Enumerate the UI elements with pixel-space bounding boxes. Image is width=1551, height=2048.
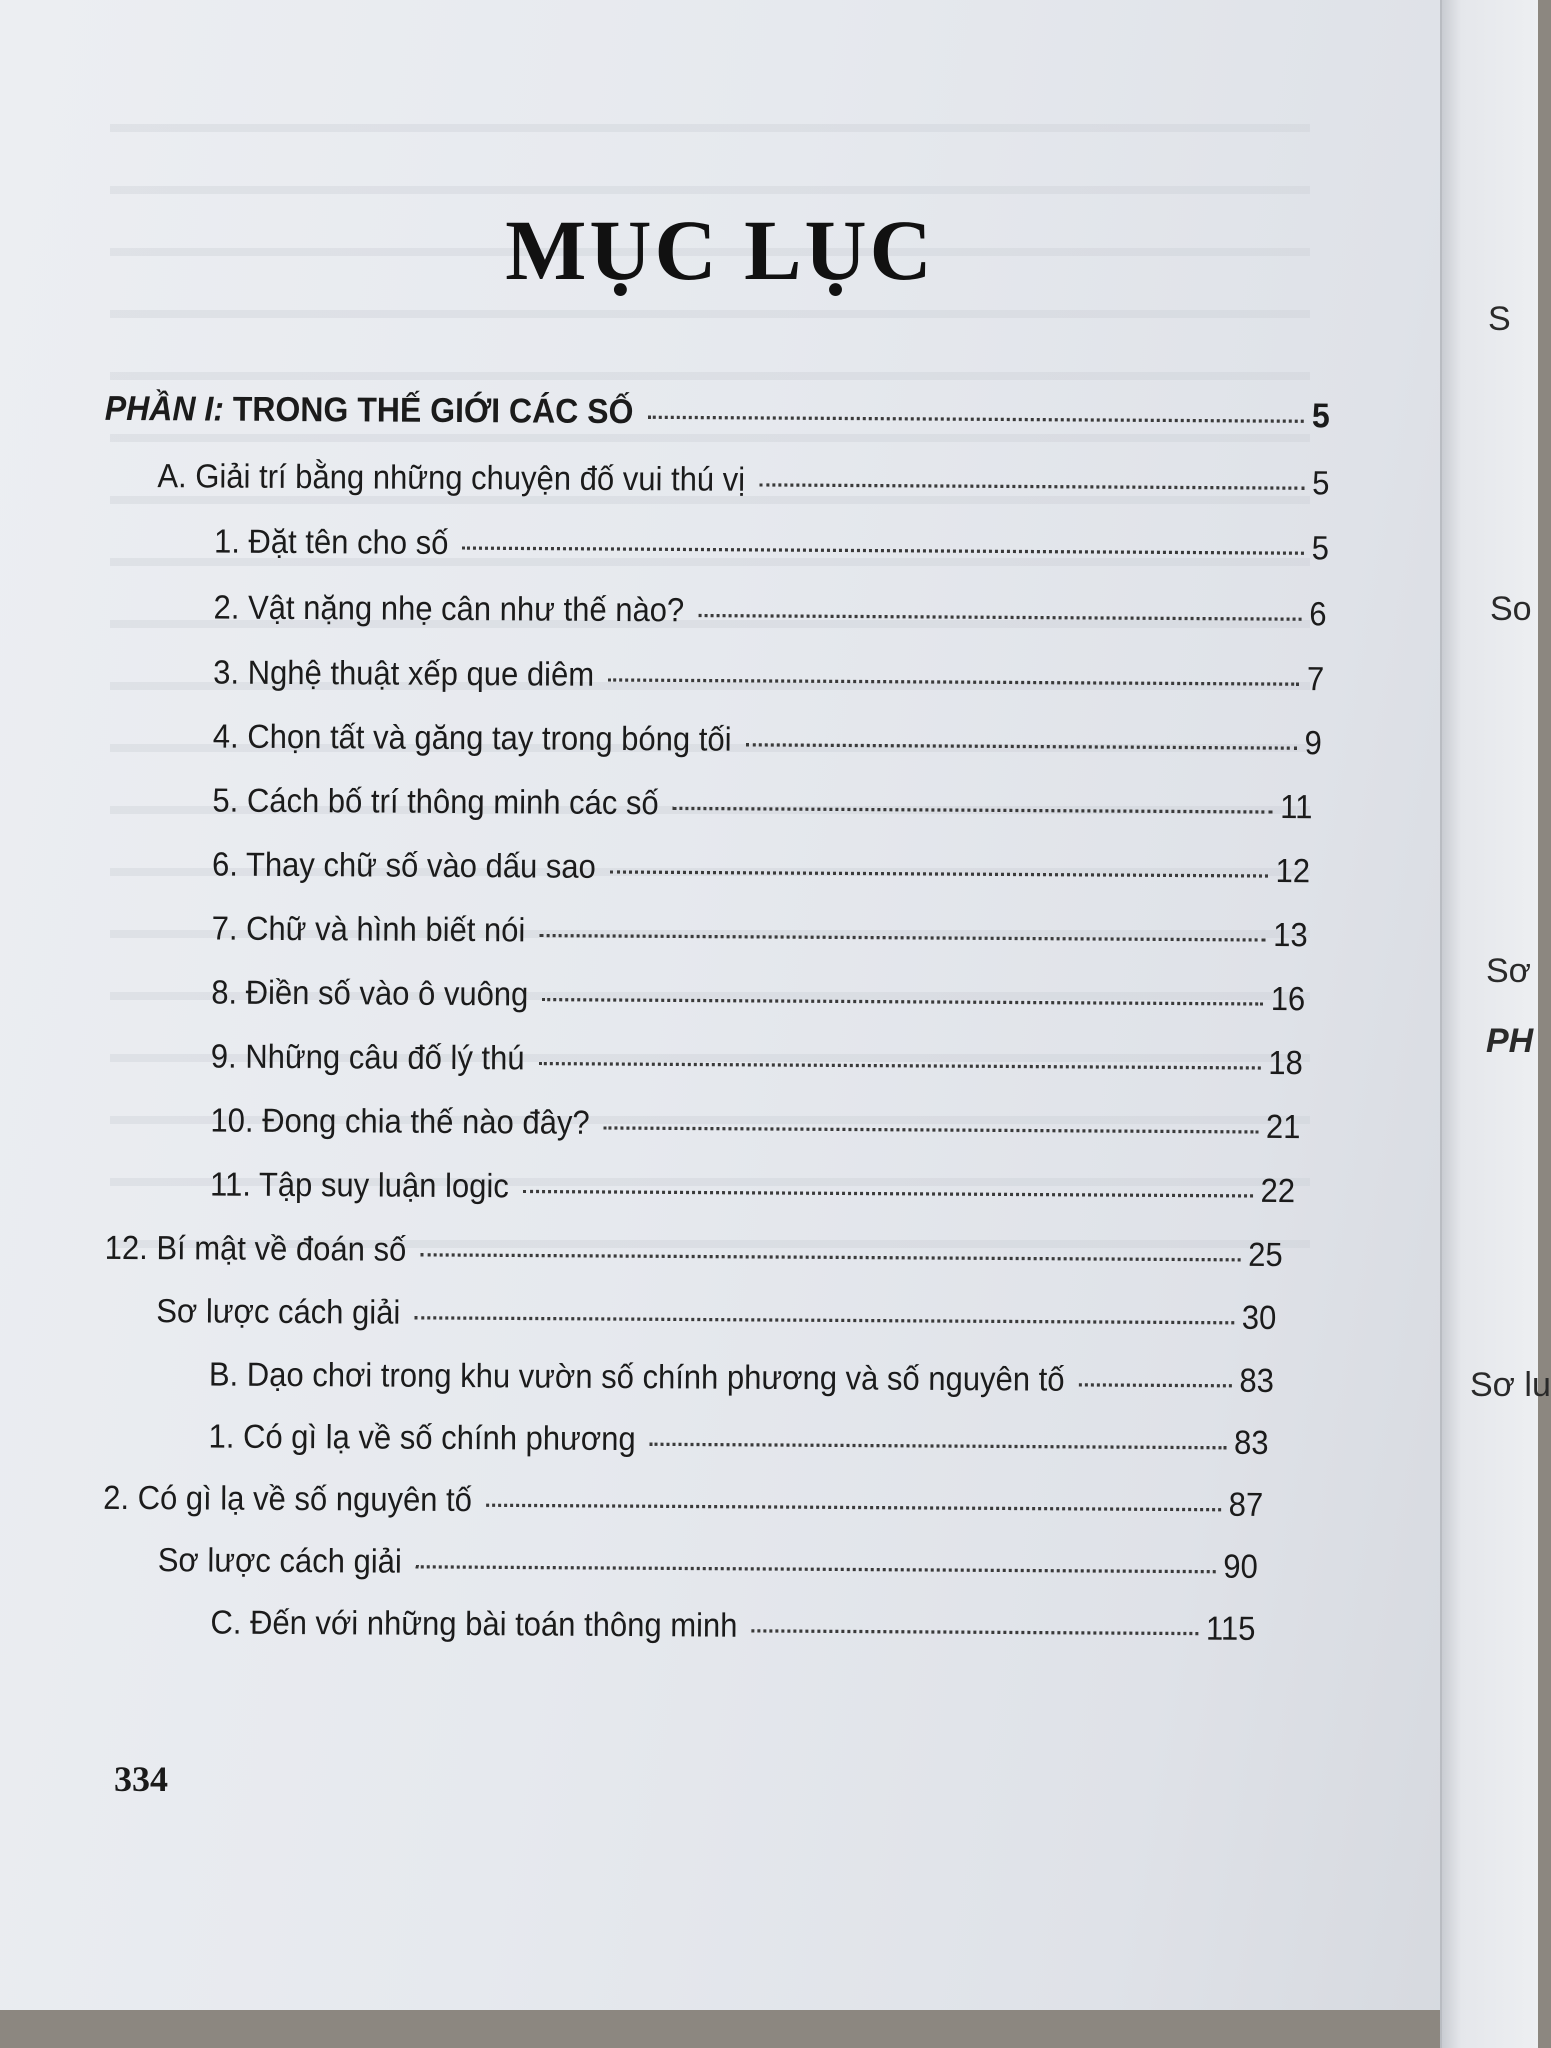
toc-row bbox=[213, 588, 1326, 634]
toc-page: 5 bbox=[1312, 463, 1330, 502]
toc-page: 16 bbox=[1270, 979, 1306, 1018]
toc-label: 7. Chữ và hình biết nói bbox=[211, 909, 526, 949]
dot-leader bbox=[751, 1628, 1198, 1635]
toc-label: 10. Đong chia thế nào đây? bbox=[210, 1101, 590, 1142]
dot-leader bbox=[608, 677, 1299, 686]
toc-page: 18 bbox=[1268, 1043, 1303, 1082]
dot-leader bbox=[416, 1564, 1215, 1573]
toc-page: 87 bbox=[1228, 1485, 1264, 1524]
toc-page: 83 bbox=[1239, 1361, 1275, 1400]
adjacent-page-text: PH bbox=[1486, 1022, 1534, 1060]
dot-leader bbox=[542, 997, 1262, 1006]
dot-leader bbox=[647, 415, 1304, 423]
toc-label: B. Dạo chơi trong khu vườn số chính phương và số nguyên tố bbox=[208, 1355, 1065, 1399]
toc-page: 115 bbox=[1205, 1609, 1256, 1648]
adjacent-page-text: So bbox=[1490, 590, 1532, 628]
toc-row bbox=[211, 973, 1305, 1019]
dot-leader bbox=[610, 869, 1268, 877]
toc-label: 2. Vật nặng nhẹ cân như thế nào? bbox=[213, 588, 685, 629]
toc-row bbox=[212, 909, 1308, 955]
toc-label: 5. Cách bố trí thông minh các số bbox=[212, 781, 659, 822]
toc-page: 5 bbox=[1311, 395, 1330, 435]
toc-label: C. Đến với những bài toán thông minh bbox=[210, 1603, 738, 1645]
toc-label: Sơ lược cách giải bbox=[157, 1540, 402, 1581]
toc-page: 25 bbox=[1248, 1235, 1283, 1274]
toc-label: 11. Tập suy luận logic bbox=[209, 1165, 509, 1205]
dot-leader bbox=[746, 742, 1297, 750]
toc-row bbox=[210, 1101, 1300, 1147]
toc-row bbox=[212, 845, 1310, 891]
toc-page: 21 bbox=[1265, 1107, 1301, 1146]
dot-leader bbox=[539, 1061, 1261, 1070]
toc-row bbox=[157, 457, 1329, 503]
toc-label: 1. Có gì lạ về số chính phương bbox=[208, 1417, 636, 1458]
dot-leader bbox=[414, 1315, 1233, 1324]
toc-label: 2. Có gì lạ về số nguyên tố bbox=[103, 1478, 473, 1519]
adjacent-page-text: S bbox=[1488, 300, 1511, 338]
toc-page: 7 bbox=[1306, 659, 1325, 698]
toc-row bbox=[105, 389, 1330, 436]
toc-row bbox=[103, 1479, 1263, 1525]
toc-label: 12. Bí mật về đoán số bbox=[104, 1228, 407, 1269]
toc-page: 83 bbox=[1233, 1423, 1269, 1462]
toc-page: 6 bbox=[1309, 594, 1327, 633]
toc-label: 9. Những câu đố lý thú bbox=[210, 1037, 525, 1077]
toc-page: 30 bbox=[1241, 1298, 1277, 1337]
toc-page: 22 bbox=[1260, 1171, 1296, 1210]
toc-row bbox=[158, 1541, 1258, 1587]
dot-leader bbox=[1078, 1382, 1231, 1387]
dot-leader bbox=[486, 1503, 1221, 1512]
dot-leader bbox=[420, 1252, 1240, 1261]
toc-label: A. Giải trí bằng những chuyện đố vui thú vị bbox=[157, 456, 746, 499]
toc-row bbox=[208, 1417, 1268, 1462]
toc-row bbox=[214, 522, 1329, 568]
toc-row bbox=[156, 1292, 1276, 1338]
toc-row bbox=[209, 1355, 1274, 1400]
toc-page: 11 bbox=[1280, 787, 1313, 826]
toc-page: 9 bbox=[1304, 723, 1322, 762]
toc-row bbox=[210, 1165, 1295, 1211]
toc-page: 90 bbox=[1223, 1547, 1258, 1586]
toc-label: TRONG THẾ GIỚI CÁC SỐ bbox=[232, 389, 634, 431]
toc-label: Sơ lược cách giải bbox=[156, 1291, 401, 1332]
page-number: 334 bbox=[114, 1759, 168, 1799]
adjacent-page-text: Sơ lu bbox=[1470, 1366, 1551, 1404]
dot-leader bbox=[650, 1442, 1226, 1450]
toc-label: 4. Chọn tất và găng tay trong bóng tối bbox=[212, 717, 732, 759]
toc-label: 6. Thay chữ số vào dấu sao bbox=[211, 845, 596, 886]
adjacent-page-edge bbox=[1440, 0, 1551, 2048]
toc-row bbox=[212, 781, 1312, 827]
toc-page: 5 bbox=[1311, 528, 1330, 567]
toc-label: 3. Nghệ thuật xếp que diêm bbox=[213, 653, 595, 694]
toc-row bbox=[211, 1037, 1303, 1083]
toc-part-prefix: PHẦN I: bbox=[104, 388, 225, 429]
dot-leader bbox=[604, 1125, 1258, 1133]
dot-leader bbox=[462, 545, 1303, 554]
toc-row bbox=[105, 1229, 1283, 1275]
dot-leader bbox=[759, 482, 1304, 490]
toc-label: 8. Điền số vào ô vuông bbox=[211, 973, 529, 1013]
toc-row bbox=[210, 1603, 1255, 1648]
toc-page: 12 bbox=[1275, 851, 1311, 890]
toc-page: 13 bbox=[1273, 915, 1308, 954]
dot-leader bbox=[539, 933, 1265, 942]
dot-leader bbox=[673, 806, 1273, 814]
adjacent-page-text: Sơ bbox=[1486, 952, 1531, 990]
toc-label: 1. Đặt tên cho số bbox=[213, 522, 449, 562]
toc-row bbox=[213, 653, 1324, 699]
page-title: MỤC LỤC bbox=[505, 202, 935, 298]
dot-leader bbox=[523, 1189, 1253, 1198]
toc-row bbox=[213, 717, 1322, 763]
dot-leader bbox=[698, 613, 1301, 621]
